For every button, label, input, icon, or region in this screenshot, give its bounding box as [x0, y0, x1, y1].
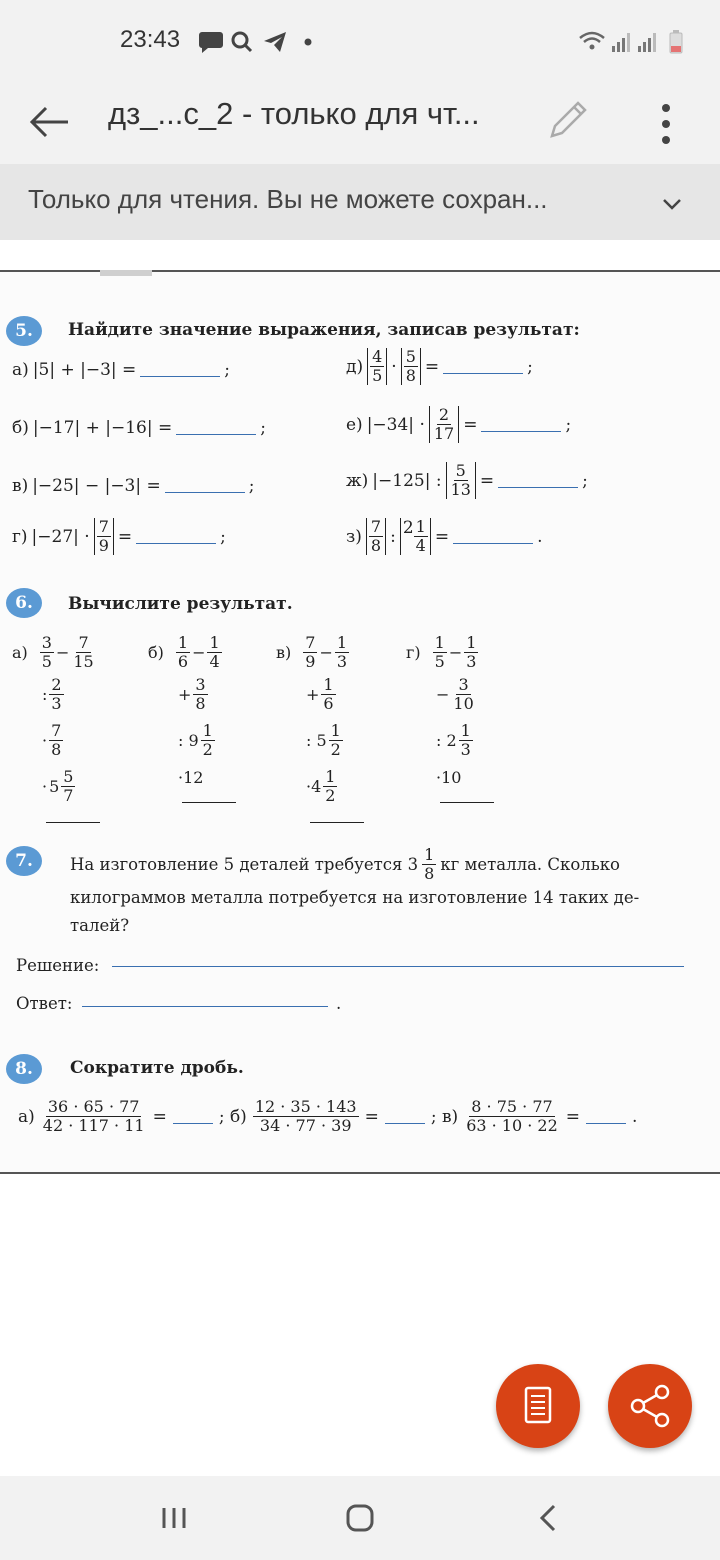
task-6-answer-line[interactable] — [182, 802, 236, 803]
wifi-icon — [580, 33, 604, 50]
task-7-line-2: килограммов металла потребуется на изготовление 14 таких де- — [70, 888, 640, 907]
task-6-column — [276, 634, 406, 834]
recent-apps-button[interactable] — [150, 1494, 198, 1542]
back-button[interactable] — [22, 94, 78, 150]
battery-icon — [670, 30, 682, 53]
solution-line[interactable] — [112, 966, 684, 967]
read-only-text: Только для чтения. Вы не можете сохран... — [28, 184, 548, 214]
solution-label: Решение: — [16, 956, 100, 975]
arrow-left-icon — [22, 94, 78, 150]
task-8-number: 8. — [6, 1054, 42, 1084]
document-icon — [496, 1364, 580, 1448]
signal-2-icon — [638, 33, 656, 52]
answer-blank[interactable] — [443, 360, 523, 374]
task-6-step: : 5 $\frac{1}{2}$ — [306, 721, 341, 759]
task-5-item-d: д) $\frac{4}{5}$ · $\frac{5}{8}$ = ; — [346, 347, 533, 385]
document-title: дз_...с_2 - только для чт... — [108, 96, 480, 131]
navigation-bar — [0, 1476, 720, 1560]
answer-blank[interactable] — [453, 530, 533, 544]
task-7-line-1: На изготовление 5 деталей требуется 3 $\frac{1}{8}$ кг металла. Сколько — [70, 845, 620, 883]
answer-blank[interactable] — [586, 1110, 626, 1124]
task-8-items: а) $\frac{36 \cdot 65 \cdot 77}{42 \cdot 117 \cdot 11}$ = ; б) $\frac{12 \cdot 35 \cdot 143}{34 \cdot 77 \cdot 39}$ = ; в) $\frac{8 \cdot 75 \cdot 77}{63 \cdot 10 \cdot 22}$ = . — [18, 1097, 638, 1135]
task-5-item-z: з) $\frac{7}{8}$ : 2 $\frac{1}{4}$ = . — [346, 517, 543, 555]
task-5-item-a: а) |5| + |−3| = ; — [12, 360, 231, 380]
task-6-step: : 2 $\frac{1}{3}$ — [436, 721, 471, 759]
edit-button[interactable] — [540, 92, 596, 148]
home-button[interactable] — [336, 1494, 384, 1542]
page-tab-marker — [100, 270, 152, 276]
task-6-column — [406, 634, 536, 834]
task-6-column — [148, 634, 278, 834]
search-icon — [233, 33, 251, 51]
banner-expand-button[interactable] — [650, 182, 694, 226]
task-6-step: · 5 $\frac{5}{7}$ — [42, 767, 74, 805]
pencil-icon — [540, 92, 596, 148]
status-time: 23:43 — [120, 26, 181, 53]
document-view-button[interactable] — [496, 1364, 580, 1448]
task-5-item-e: е) |−34| · $\frac{2}{17}$ = ; — [346, 405, 572, 443]
task-6-answer-line[interactable] — [440, 802, 494, 803]
home-icon — [336, 1494, 384, 1542]
task-5-item-b: б) |−17| + |−16| = ; — [12, 418, 266, 438]
answer-line[interactable] — [82, 1006, 328, 1007]
answer-blank[interactable] — [136, 530, 216, 544]
more-options-button[interactable] — [640, 92, 692, 152]
recent-apps-icon — [150, 1494, 198, 1542]
task-6-step: : 9 $\frac{1}{2}$ — [178, 721, 213, 759]
read-only-banner[interactable] — [0, 164, 720, 240]
task-6-step: : $\frac{2}{3}$ — [42, 675, 62, 713]
document-page — [0, 270, 720, 1174]
task-6-step: ·4 $\frac{1}{2}$ — [306, 767, 336, 805]
status-bar — [0, 0, 720, 82]
task-6-number: 6. — [6, 588, 42, 618]
app-bar — [0, 82, 720, 164]
status-icons-left — [198, 28, 318, 60]
task-6-step: ·10 — [436, 768, 462, 787]
task-6-column — [12, 634, 142, 834]
task-6-step: + $\frac{1}{6}$ — [306, 675, 334, 713]
answer-blank[interactable] — [165, 479, 245, 493]
more-vertical-icon — [640, 92, 692, 152]
answer-blank[interactable] — [385, 1110, 425, 1124]
task-6-head: г) $\frac{1}{5}$ − $\frac{1}{3}$ — [406, 633, 477, 671]
answer-end: . — [336, 994, 342, 1013]
task-8-fraction-v: $\frac{8 \cdot 75 \cdot 77}{63 \cdot 10 \cdot 22}$ — [466, 1097, 558, 1135]
task-5-title: Найдите значение выражения, записав результат: — [68, 320, 580, 340]
task-6-head: б) $\frac{1}{6}$ − $\frac{1}{4}$ — [148, 633, 220, 671]
answer-label: Ответ: — [16, 994, 73, 1013]
task-6-head: а) $\frac{3}{5}$ − $\frac{7}{15}$ — [12, 633, 94, 671]
task-6-answer-line[interactable] — [310, 822, 364, 823]
back-chevron-icon — [524, 1494, 572, 1542]
task-5-number: 5. — [6, 316, 42, 346]
telegram-icon — [264, 32, 286, 52]
task-8-fraction-b: $\frac{12 \cdot 35 \cdot 143}{34 \cdot 77 \cdot 39}$ — [254, 1097, 357, 1135]
system-back-button[interactable] — [524, 1494, 572, 1542]
task-5-item-g: г) |−27| · $\frac{7}{9}$ = ; — [12, 517, 226, 555]
answer-blank[interactable] — [173, 1110, 213, 1124]
share-icon — [608, 1364, 692, 1448]
task-5-item-v: в) |−25| − |−3| = ; — [12, 476, 255, 496]
task-6-step: − $\frac{3}{10}$ — [436, 675, 474, 713]
answer-blank[interactable] — [481, 418, 561, 432]
task-6-step: + $\frac{3}{8}$ — [178, 675, 206, 713]
task-6-title: Вычислите результат. — [68, 594, 293, 614]
answer-blank[interactable] — [140, 363, 220, 377]
task-6-step: · $\frac{7}{8}$ — [42, 721, 62, 759]
document-viewer[interactable] — [0, 240, 720, 1476]
share-button[interactable] — [608, 1364, 692, 1448]
status-icons-right — [578, 28, 688, 60]
task-8-fraction-a: $\frac{36 \cdot 65 \cdot 77}{42 \cdot 117 \cdot 11}$ — [42, 1097, 145, 1135]
task-5-item-zh: ж) |−125| : $\frac{5}{13}$ = ; — [346, 461, 588, 499]
chevron-down-icon — [650, 182, 694, 226]
signal-1-icon — [612, 33, 630, 52]
task-6-head: в) $\frac{7}{9}$ − $\frac{1}{3}$ — [276, 633, 348, 671]
chat-bubble-icon — [199, 32, 223, 53]
answer-blank[interactable] — [176, 421, 256, 435]
task-7-number: 7. — [6, 846, 42, 876]
task-6-step: ·12 — [178, 768, 204, 787]
task-6-answer-line[interactable] — [46, 822, 100, 823]
answer-blank[interactable] — [498, 474, 578, 488]
task-7-line-3: талей? — [70, 916, 130, 935]
task-8-title: Сократите дробь. — [70, 1058, 244, 1078]
dot-icon — [305, 39, 312, 46]
